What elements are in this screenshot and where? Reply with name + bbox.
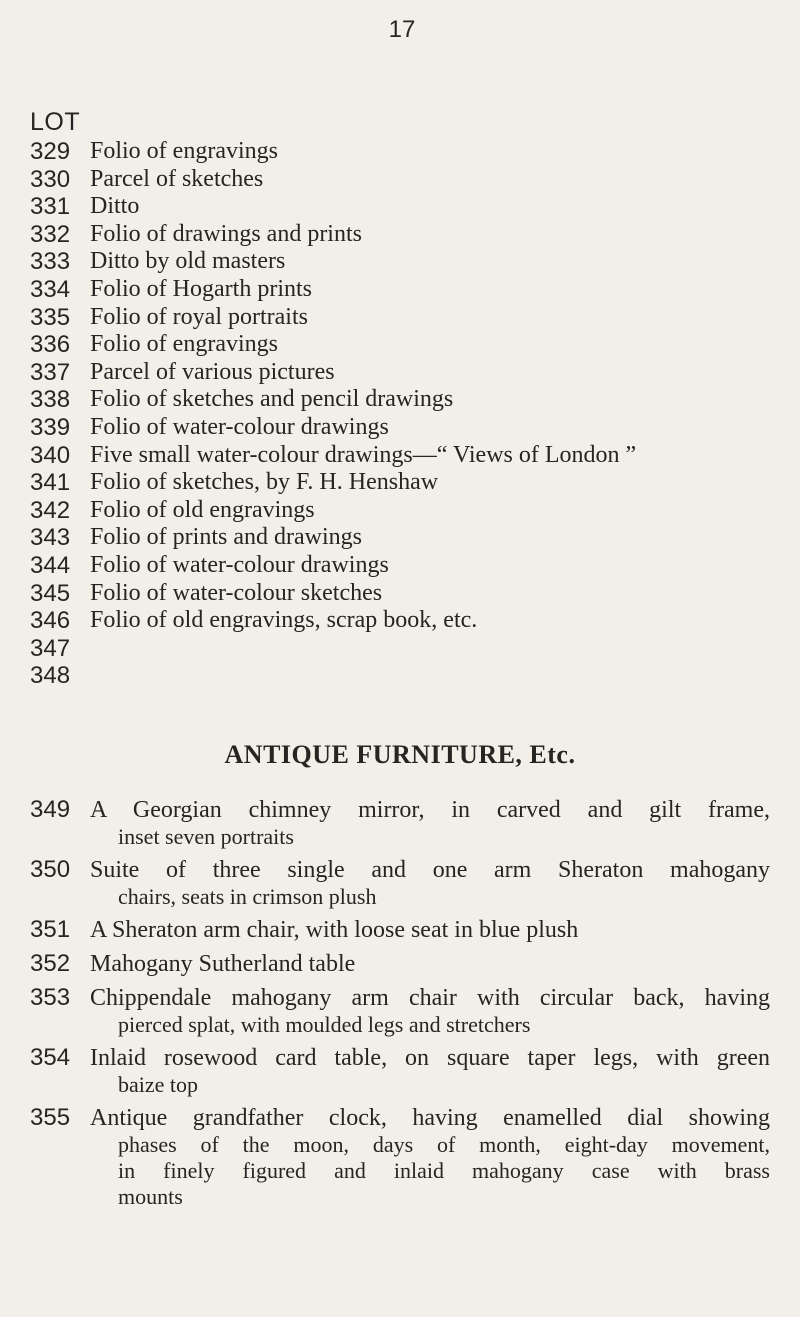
lot-description: Five small water-colour drawings—“ Views of London ” bbox=[90, 441, 637, 468]
lot-number: 330 bbox=[30, 165, 71, 193]
lot-description: Folio of water-colour sketches bbox=[90, 579, 383, 606]
list-item bbox=[30, 580, 770, 608]
lot-description: Folio of prints and drawings bbox=[90, 524, 362, 551]
list-item bbox=[30, 607, 770, 635]
lot-description bbox=[90, 856, 770, 910]
lot-number: 335 bbox=[30, 303, 71, 331]
list-item bbox=[30, 497, 770, 525]
lot-description-continuation: pierced splat, with moulded legs and stretchers bbox=[118, 1012, 531, 1037]
lot-number: 346 bbox=[30, 607, 71, 635]
lot-number: 345 bbox=[30, 579, 71, 607]
list-item bbox=[30, 166, 770, 194]
lot-description bbox=[90, 1044, 770, 1098]
list-item bbox=[30, 138, 770, 166]
lot-description: Folio of Hogarth prints bbox=[90, 275, 312, 302]
lot-description: Folio of old engravings bbox=[90, 496, 315, 523]
section-heading: ANTIQUE FURNITURE, Etc. bbox=[224, 740, 576, 769]
lot-description bbox=[90, 1104, 770, 1210]
lot-description: Folio of water-colour drawings bbox=[90, 413, 389, 440]
list-item bbox=[30, 221, 770, 249]
lot-description: Parcel of various pictures bbox=[90, 358, 335, 385]
lot-number: 329 bbox=[30, 138, 71, 165]
lot-number: 349 bbox=[30, 796, 71, 823]
lot-number: 347 bbox=[30, 634, 71, 662]
lot-description-continuation: inset seven portraits bbox=[118, 824, 294, 849]
list-item bbox=[30, 662, 770, 690]
list-item bbox=[30, 796, 770, 850]
lot-number: 342 bbox=[30, 496, 71, 524]
lot-description: Folio of engravings bbox=[90, 331, 278, 358]
lot-number: 350 bbox=[30, 856, 71, 883]
lot-description-line: Chippendale mahogany arm chair with circular back, having bbox=[90, 985, 770, 1011]
lot-description: Ditto by old masters bbox=[90, 248, 286, 275]
lot-description-line: Antique grandfather clock, having enamelled dial showing bbox=[90, 1105, 770, 1131]
lot-description: Folio of water-colour drawings bbox=[90, 551, 389, 578]
lot-description-line: Inlaid rosewood card table, on square taper legs, with green bbox=[90, 1045, 770, 1071]
lot-description bbox=[90, 796, 770, 850]
lot-description-continuation: mounts bbox=[118, 1184, 183, 1209]
lot-description-line: Mahogany Sutherland table bbox=[90, 951, 356, 977]
list-item bbox=[30, 1104, 770, 1210]
list-item bbox=[30, 916, 770, 944]
lot-description: Folio of engravings bbox=[90, 138, 278, 164]
list-item bbox=[30, 635, 770, 663]
furniture-lot-list bbox=[30, 796, 770, 1216]
lot-column-header: LOT bbox=[30, 108, 81, 136]
list-item bbox=[30, 386, 770, 414]
lot-description-continuation: phases of the moon, days of month, eight-day movement, bbox=[118, 1132, 770, 1157]
lot-description-continuation: baize top bbox=[118, 1072, 199, 1097]
lot-number: 354 bbox=[30, 1044, 71, 1071]
lot-number: 339 bbox=[30, 413, 71, 441]
lot-description-line: Suite of three single and one arm Sheraton mahogany bbox=[90, 857, 770, 883]
list-item bbox=[30, 469, 770, 497]
lot-description: Folio of sketches, by F. H. Henshaw bbox=[90, 469, 439, 496]
lot-description bbox=[90, 950, 770, 978]
lot-number: 334 bbox=[30, 275, 71, 303]
lot-number: 341 bbox=[30, 469, 71, 497]
list-item bbox=[30, 331, 770, 359]
lot-number: 343 bbox=[30, 524, 71, 552]
lot-number: 355 bbox=[30, 1104, 71, 1131]
lot-number: 333 bbox=[30, 248, 71, 276]
list-item bbox=[30, 248, 770, 276]
list-item bbox=[30, 524, 770, 552]
lot-description-line: A Sheraton arm chair, with loose seat in blue plush bbox=[90, 917, 579, 943]
lot-number: 352 bbox=[30, 950, 71, 977]
list-item bbox=[30, 1044, 770, 1098]
list-item bbox=[30, 193, 770, 221]
lot-description-continuation: in finely figured and inlaid mahogany case with brass bbox=[118, 1158, 770, 1183]
prints-lot-list bbox=[30, 138, 770, 690]
list-item bbox=[30, 984, 770, 1038]
list-item bbox=[30, 359, 770, 387]
lot-description: Ditto bbox=[90, 193, 140, 220]
list-item bbox=[30, 950, 770, 978]
lot-description: Folio of sketches and pencil drawings bbox=[90, 386, 454, 413]
list-item bbox=[30, 856, 770, 910]
lot-number: 332 bbox=[30, 220, 71, 248]
list-item bbox=[30, 552, 770, 580]
lot-number: 353 bbox=[30, 984, 71, 1011]
list-item bbox=[30, 414, 770, 442]
lot-number: 331 bbox=[30, 193, 71, 221]
list-item bbox=[30, 276, 770, 304]
lot-description: Parcel of sketches bbox=[90, 165, 264, 192]
lot-description-continuation: chairs, seats in crimson plush bbox=[118, 884, 377, 909]
lot-number: 351 bbox=[30, 916, 71, 943]
list-item bbox=[30, 442, 770, 470]
lot-number: 338 bbox=[30, 386, 71, 414]
lot-number: 337 bbox=[30, 358, 71, 386]
lot-description: Folio of old engravings, scrap book, etc. bbox=[90, 607, 478, 634]
list-item bbox=[30, 304, 770, 332]
lot-number: 336 bbox=[30, 331, 71, 359]
page-number: 17 bbox=[388, 16, 416, 43]
lot-description-line: A Georgian chimney mirror, in carved and gilt frame, bbox=[90, 797, 770, 823]
lot-description bbox=[90, 916, 770, 944]
lot-description: Folio of drawings and prints bbox=[90, 220, 362, 247]
lot-number: 340 bbox=[30, 441, 71, 469]
lot-description: Folio of royal portraits bbox=[90, 303, 308, 330]
lot-description bbox=[90, 984, 770, 1038]
lot-number: 348 bbox=[30, 662, 71, 690]
lot-number: 344 bbox=[30, 551, 71, 579]
